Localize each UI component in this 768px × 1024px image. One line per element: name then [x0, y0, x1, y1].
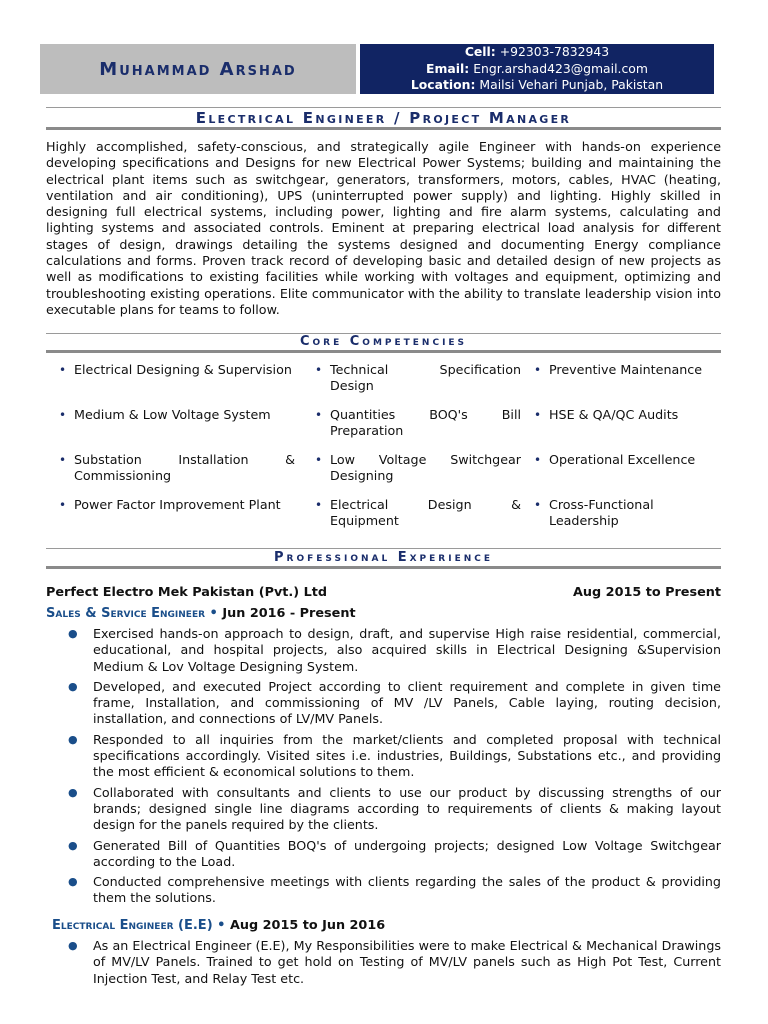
summary: Highly accomplished, safety-conscious, and strategically agile Engineer with hands-on experience developing specifications and Designs for new Electrical Power Systems; building and maintaining the electrical plant items such as switchgear, generators, transformers, motors, cables, HVAC (heating, ventilation and air conditioning), UPS (uninterrupted power supply) and lighting. Highly skilled in designing full electrical systems, including power, lighting and fire alarm systems, calculating and lighting systems and associated controls. Eminent at preparing electrical load analysis for different stages of design, drawings detailing the systems designed and documenting Energy compliance calculations and forms. Proven track record of developing basic and detailed design of new projects as well as modifications to existing facilities while working with voltages and equipment, optimizing and troubleshooting existing operations. Elite communicator with the ability to translate leadership vision into executable plans for teams to follow.	[46, 139, 721, 317]
bullet-icon: •	[315, 498, 323, 512]
bullet-item	[68, 938, 721, 987]
location-value: Mailsi Vehari Punjab, Pakistan	[479, 77, 664, 92]
bullet-item	[68, 785, 721, 834]
bullet-text: Exercised hands-on approach to design, draft, and supervise High raise residential, commercial, educational, and hospital projects, also acquired skills in Electrical Designing &Supervision Medium & Lov Voltage Designing System.	[93, 626, 721, 674]
role-separator: •	[212, 918, 231, 933]
role-name: Sales & Service Engineer	[46, 606, 206, 621]
company-line	[46, 585, 721, 600]
competency-text: Quantities BOQ's Bill Preparation	[330, 407, 521, 439]
location-label: Location:	[410, 77, 476, 92]
bullet-text: Generated Bill of Quantities BOQ's of undergoing projects; designed Low Voltage Switchgear according to the Load.	[93, 837, 721, 869]
bullet-item	[68, 679, 721, 728]
bullet-icon: ●	[68, 939, 78, 952]
role-name: Electrical Engineer (E.E)	[52, 918, 213, 933]
bullet-icon: •	[59, 363, 67, 377]
contact-email	[360, 61, 714, 78]
bullet-text: Collaborated with consultants and clients to use our product by discussing strengths of our brands; designed single line diagrams according to requirements of clients & making layout design for the panels required by the clients.	[93, 784, 721, 833]
name-box	[40, 44, 356, 94]
bullet-item	[68, 732, 721, 781]
bullet-icon: •	[534, 408, 542, 422]
bullet-text: Developed, and executed Project according to client requirement and complete in given time frame, Installation, and commissioning of MV /LV Panels, Cable laying, routing decision, installation, and connections of LV/MV Panels.	[93, 678, 721, 727]
role-dates: Aug 2015 to Jun 2016	[230, 918, 386, 933]
email-label: Email:	[426, 60, 470, 76]
bullet-icon: •	[534, 453, 542, 467]
competency-text: Substation Installation & Commissioning	[74, 452, 295, 484]
bullet-icon: ●	[68, 627, 78, 640]
role-bullets	[68, 626, 721, 911]
competency-text: Power Factor Improvement Plant	[74, 497, 281, 512]
role-title	[46, 606, 356, 621]
bullet-icon: •	[534, 363, 542, 377]
bullet-icon: •	[59, 408, 67, 422]
bullet-text: Conducted comprehensive meetings with clients regarding the sales of the product & providing them the solutions.	[93, 874, 721, 906]
competency-text: HSE & QA/QC Audits	[549, 407, 679, 422]
competency-text: Electrical Design & Equipment	[330, 497, 521, 529]
role-bullets	[68, 938, 721, 991]
company-name: Perfect Electro Mek Pakistan (Pvt.) Ltd	[46, 585, 328, 600]
bullet-icon: •	[59, 453, 67, 467]
bullet-text: As an Electrical Engineer (E.E), My Responsibilities were to make Electrical & Mechanical Drawings of MV/LV Panels. Trained to get hold on Testing of MV/LV panels such as High Pot Test, Current Injection Test, and Relay Test etc.	[93, 938, 721, 986]
role-separator: •	[205, 606, 223, 621]
resume-header	[40, 44, 714, 94]
competency-text: Preventive Maintenance	[549, 362, 703, 377]
competency-text: Electrical Designing & Supervision	[74, 362, 292, 377]
competency-text: Low Voltage Switchgear Designing	[330, 452, 521, 484]
bullet-icon: ●	[68, 875, 78, 889]
competency-text: Medium & Low Voltage System	[74, 407, 271, 422]
bullet-item	[68, 874, 721, 907]
bullet-icon: •	[59, 498, 67, 512]
bullet-item	[68, 626, 721, 675]
bullet-icon: •	[315, 408, 323, 422]
candidate-name: Muhammad Arshad	[99, 58, 297, 80]
role-title	[52, 918, 385, 933]
bullet-text: Responded to all inquiries from the market/clients and completed proposal with technical specifications accordingly. Visited sites i.e. industries, Buildings, Substations etc., and providing the most efficient & economical solutions to them.	[93, 731, 721, 780]
competency-text: Technical Specification Design	[330, 362, 521, 394]
bullet-icon: ●	[68, 838, 78, 852]
bullet-icon: •	[534, 498, 542, 512]
contact-box	[360, 44, 714, 94]
competencies-title: Core Competencies	[299, 334, 468, 349]
bullet-icon: •	[315, 363, 323, 377]
company-dates: Aug 2015 to Present	[573, 585, 721, 600]
bullet-icon: ●	[68, 785, 78, 799]
headline: Electrical Engineer / Project Manager	[195, 109, 572, 127]
headline-top-rule	[46, 107, 721, 108]
contact-location	[360, 77, 714, 94]
bullet-icon: ●	[68, 732, 78, 746]
bullet-icon: •	[315, 453, 323, 467]
headline-bottom-rule	[46, 127, 721, 130]
competency-text: Cross-Functional Leadership	[549, 497, 654, 529]
role-dates: Jun 2016 - Present	[222, 606, 356, 621]
competencies-bottom-rule	[46, 350, 721, 353]
contact-cell	[360, 44, 714, 61]
bullet-icon: ●	[68, 679, 78, 693]
experience-bottom-rule	[46, 566, 721, 569]
experience-top-rule	[46, 548, 721, 549]
email-value: Engr.arshad423@gmail.com	[473, 60, 648, 76]
bullet-item	[68, 838, 721, 871]
experience-title: Professional Experience	[274, 550, 493, 565]
competency-text: Operational Excellence	[549, 452, 696, 467]
cell-value: +92303-7832943	[499, 44, 610, 59]
cell-label: Cell:	[464, 44, 496, 59]
